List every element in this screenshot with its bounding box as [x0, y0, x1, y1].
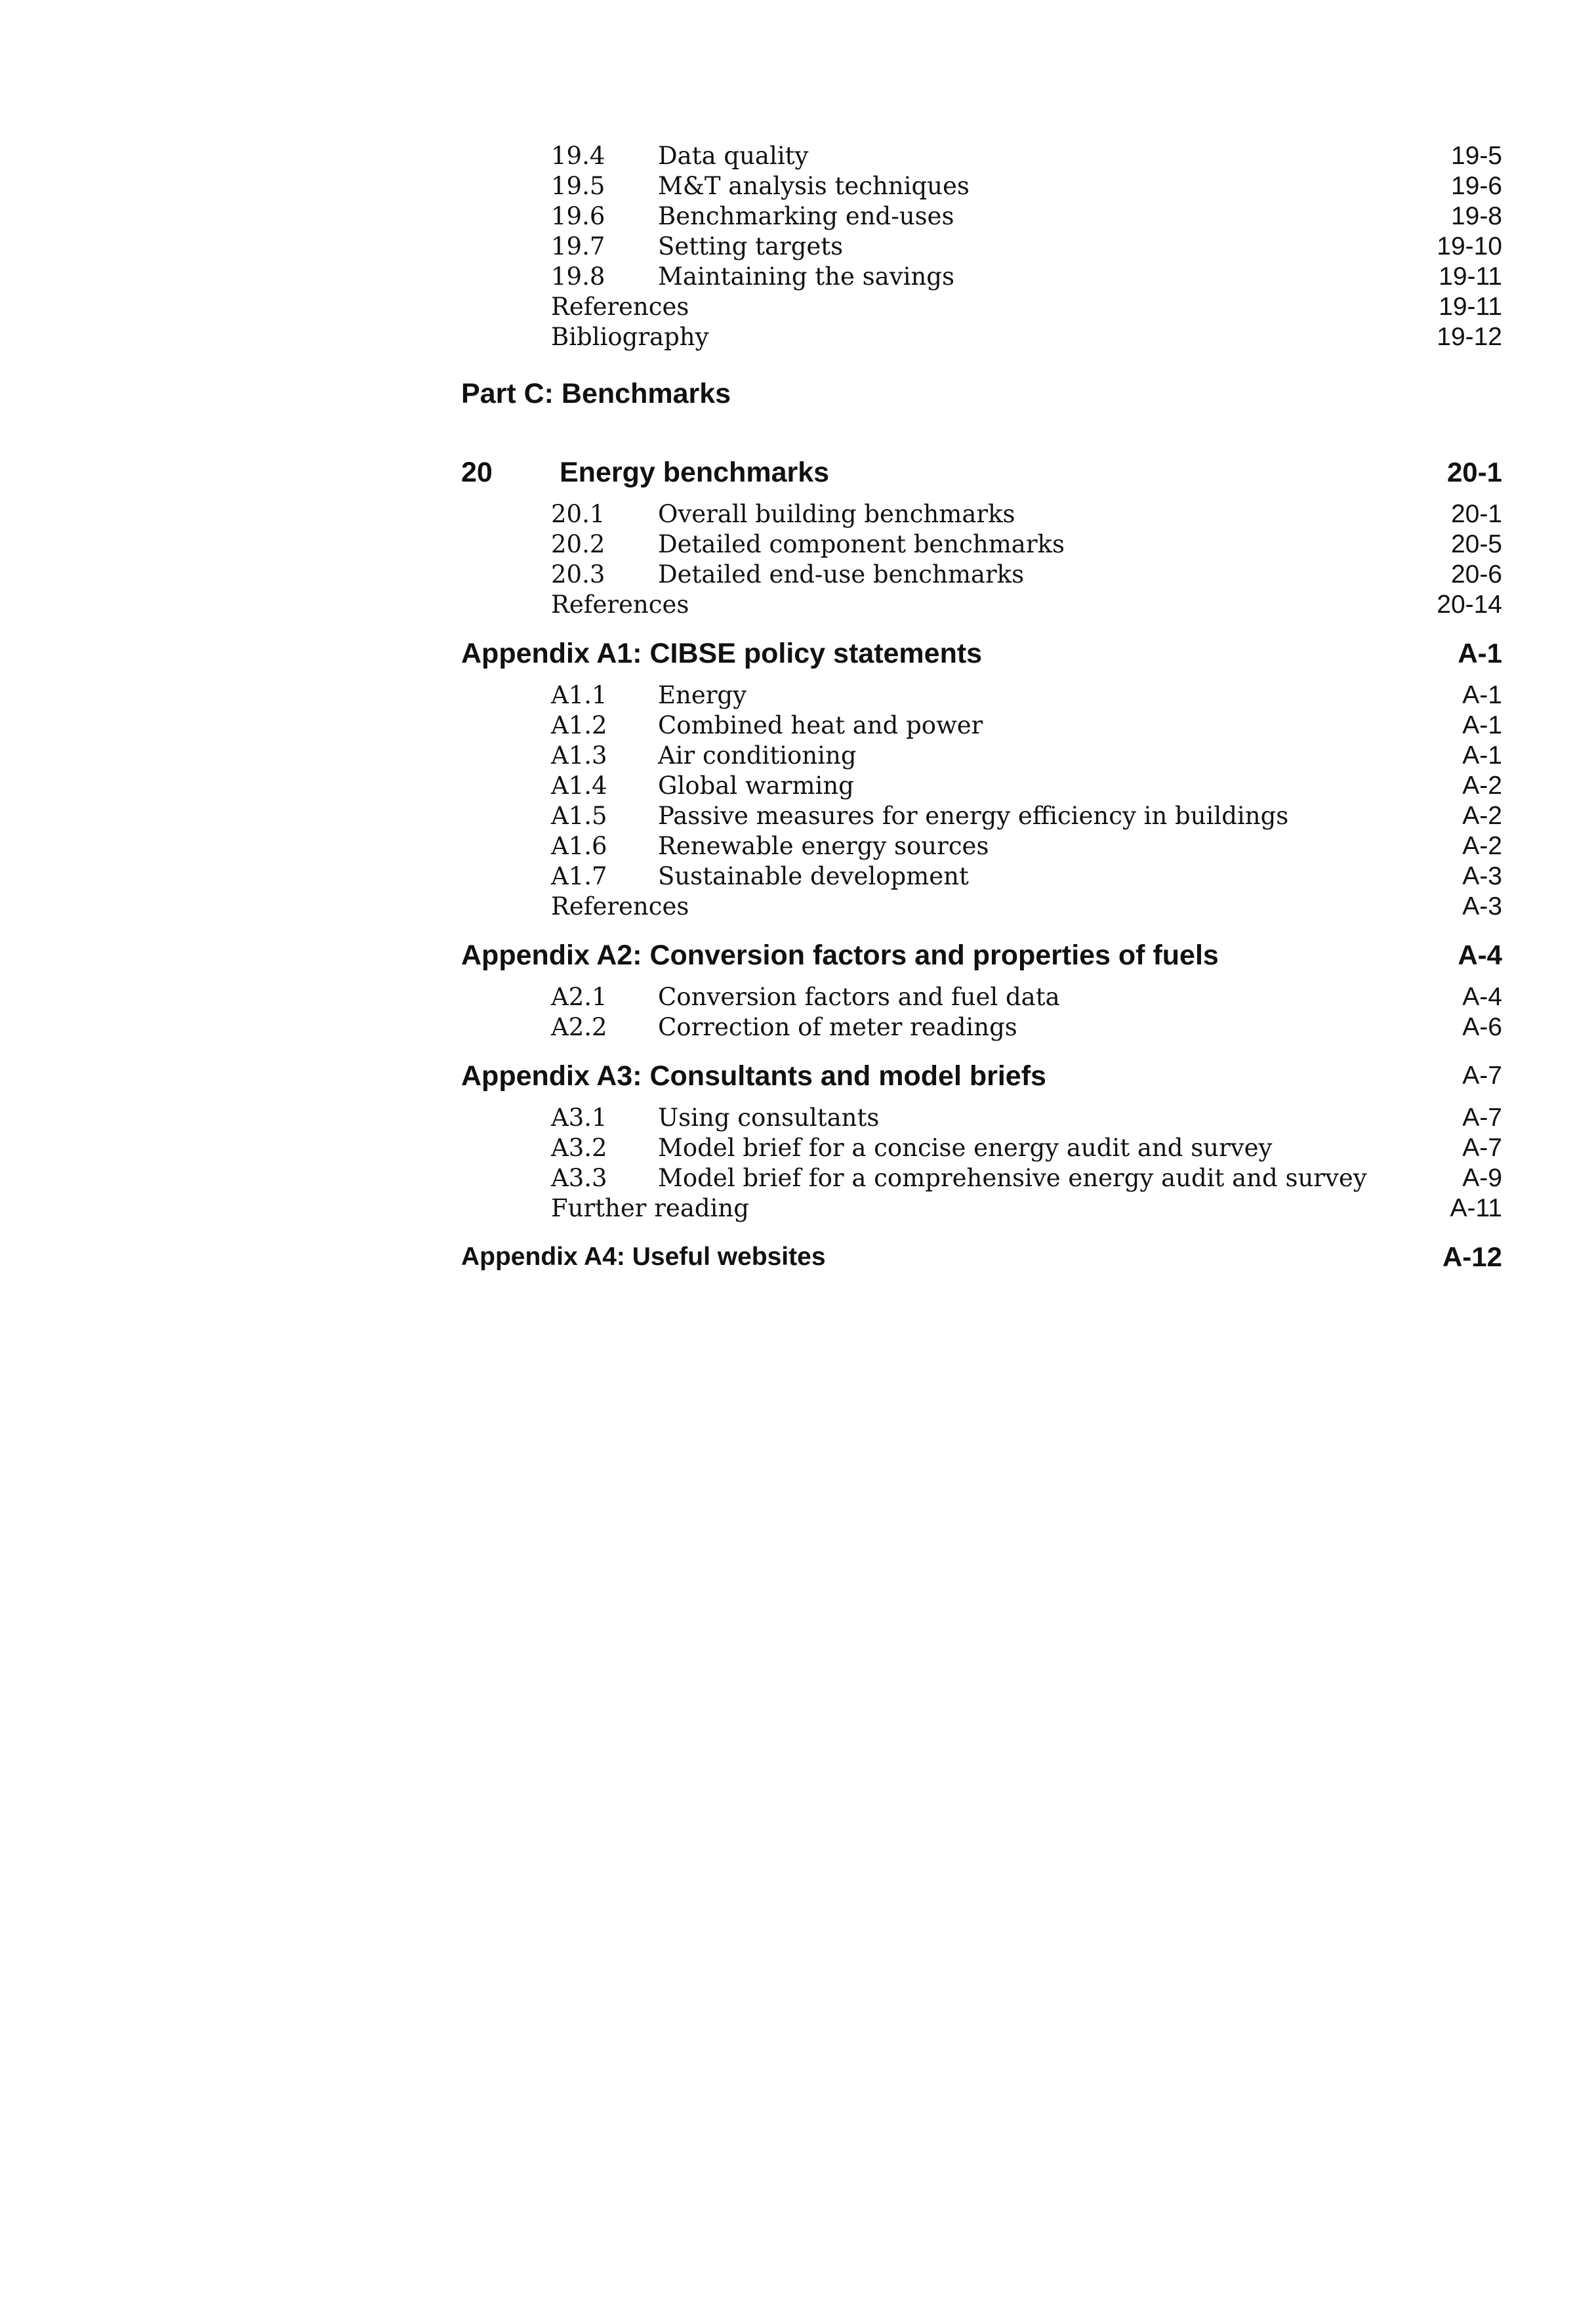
- entry-title: Model brief for a comprehensive energy audit and survey: [658, 1164, 1367, 1192]
- entry-page: A-1: [1462, 681, 1502, 709]
- entry-title: Combined heat and power: [658, 711, 983, 739]
- entry-number: 20.1: [551, 500, 605, 528]
- toc-entry[interactable]: [461, 1103, 1502, 1133]
- entry-title: Data quality: [658, 142, 809, 170]
- toc-entry[interactable]: [461, 861, 1502, 892]
- spacer: [461, 352, 1502, 375]
- chapter-number: 20: [461, 457, 493, 488]
- toc-entry[interactable]: [461, 529, 1502, 560]
- toc-entry[interactable]: [461, 141, 1502, 171]
- entry-title: Further reading: [551, 1194, 749, 1222]
- toc-entry[interactable]: [461, 232, 1502, 262]
- toc-entry[interactable]: [461, 982, 1502, 1012]
- entry-title: Benchmarking end-uses: [658, 202, 954, 230]
- entry-page: A-7: [1462, 1134, 1502, 1162]
- appendix-page: A-1: [1458, 638, 1502, 669]
- entry-page: 19-12: [1437, 323, 1502, 351]
- entry-title: References: [551, 590, 689, 619]
- entry-title: Passive measures for energy efficiency in buildings: [658, 802, 1289, 830]
- entry-page: 19-5: [1450, 142, 1502, 170]
- appendix-page: A-4: [1458, 940, 1502, 970]
- entry-title: References: [551, 293, 689, 321]
- entry-title: Setting targets: [658, 232, 844, 260]
- appendix-title: Appendix A1: CIBSE policy statements: [461, 638, 983, 669]
- toc-entry-references[interactable]: [461, 590, 1502, 620]
- appendix-title: Appendix A3: Consultants and model briefs: [461, 1060, 1046, 1092]
- entry-title: Detailed component benchmarks: [658, 530, 1065, 558]
- appendix-page: A-12: [1442, 1241, 1502, 1272]
- toc-entry[interactable]: [461, 262, 1502, 292]
- entry-number: A2.1: [551, 983, 607, 1011]
- spacer: [461, 1043, 1502, 1057]
- entry-number: A1.1: [551, 681, 607, 709]
- entry-page: A-1: [1462, 741, 1502, 770]
- entry-number: A1.4: [551, 772, 607, 800]
- entry-page: 20-6: [1450, 560, 1502, 589]
- entry-page: A-7: [1462, 1104, 1502, 1132]
- entry-page: 19-11: [1439, 293, 1502, 321]
- toc-entry-bibliography[interactable]: [461, 322, 1502, 352]
- entry-number: A3.1: [551, 1104, 607, 1132]
- entry-page: A-1: [1462, 711, 1502, 739]
- entry-title: Global warming: [658, 772, 854, 800]
- appendix-heading[interactable]: [461, 634, 1502, 673]
- entry-number: 19.8: [551, 262, 605, 291]
- toc-entry[interactable]: [461, 171, 1502, 201]
- entry-title: Air conditioning: [658, 741, 857, 770]
- entry-page: 19-6: [1450, 172, 1502, 200]
- spacer: [461, 491, 1502, 499]
- entry-page: A-3: [1462, 862, 1502, 890]
- toc-entry-references[interactable]: [461, 892, 1502, 922]
- entry-number: A1.7: [551, 862, 607, 890]
- entry-number: 19.6: [551, 202, 605, 230]
- toc-entry-references[interactable]: [461, 292, 1502, 322]
- chapter-title: Energy benchmarks: [560, 457, 830, 488]
- spacer: [461, 1095, 1502, 1103]
- entry-number: 20.2: [551, 530, 605, 558]
- entry-page: A-3: [1462, 892, 1502, 921]
- entry-title: Correction of meter readings: [658, 1013, 1017, 1041]
- entry-page: 20-14: [1437, 590, 1502, 619]
- entry-number: 20.3: [551, 560, 605, 589]
- entry-page: 20-5: [1450, 530, 1502, 558]
- entry-title: Renewable energy sources: [658, 832, 989, 860]
- appendix-title: Appendix A4: Useful websites: [461, 1243, 826, 1271]
- entry-title: Overall building benchmarks: [658, 500, 1015, 528]
- entry-page: A-2: [1462, 772, 1502, 800]
- spacer: [461, 922, 1502, 936]
- entry-title: Sustainable development: [658, 862, 969, 890]
- entry-number: A3.3: [551, 1164, 607, 1192]
- entry-page: A-9: [1462, 1164, 1502, 1192]
- entry-number: A3.2: [551, 1134, 607, 1162]
- entry-title: Maintaining the savings: [658, 262, 954, 291]
- toc-entry[interactable]: [461, 499, 1502, 529]
- toc-entry[interactable]: [461, 801, 1502, 831]
- entry-title: Model brief for a concise energy audit and survey: [658, 1134, 1273, 1162]
- toc-entry[interactable]: [461, 1012, 1502, 1043]
- toc-entry[interactable]: [461, 560, 1502, 590]
- entry-page: A-11: [1450, 1194, 1502, 1222]
- entry-title: Conversion factors and fuel data: [658, 983, 1060, 1011]
- toc-entry[interactable]: [461, 831, 1502, 861]
- entry-page: A-2: [1462, 802, 1502, 830]
- part-title: Part C: Benchmarks: [461, 378, 731, 409]
- entry-number: 19.5: [551, 172, 605, 200]
- entry-page: 19-11: [1439, 262, 1502, 291]
- entry-number: A1.6: [551, 832, 607, 860]
- appendix-heading[interactable]: [461, 936, 1502, 974]
- toc-entry[interactable]: [461, 1133, 1502, 1163]
- entry-number: A2.2: [551, 1013, 607, 1041]
- toc-entry[interactable]: [461, 680, 1502, 711]
- entry-number: 19.7: [551, 232, 605, 260]
- toc-entry[interactable]: [461, 1163, 1502, 1193]
- appendix-page: A-7: [1462, 1062, 1502, 1090]
- spacer: [461, 413, 1502, 453]
- chapter-page: 20-1: [1446, 457, 1502, 487]
- toc-entry[interactable]: [461, 711, 1502, 741]
- toc-entry[interactable]: [461, 771, 1502, 801]
- appendix-title: Appendix A2: Conversion factors and properties of fuels: [461, 940, 1219, 971]
- chapter-heading[interactable]: [461, 453, 1502, 491]
- spacer: [461, 620, 1502, 634]
- entry-page: A-6: [1462, 1013, 1502, 1041]
- entry-title: Energy: [658, 681, 747, 709]
- appendix-heading[interactable]: [461, 1057, 1502, 1095]
- entry-page: A-4: [1462, 983, 1502, 1011]
- entry-title: M&T analysis techniques: [658, 172, 970, 200]
- entry-title: Using consultants: [658, 1104, 880, 1132]
- spacer: [461, 974, 1502, 982]
- table-of-contents: [461, 141, 1502, 1276]
- appendix-heading[interactable]: [461, 1238, 1502, 1276]
- spacer: [461, 1224, 1502, 1238]
- entry-title: References: [551, 892, 689, 921]
- entry-page: 19-8: [1450, 202, 1502, 230]
- spacer: [461, 673, 1502, 680]
- entry-number: A1.3: [551, 741, 607, 770]
- toc-entry[interactable]: [461, 741, 1502, 771]
- entry-number: 19.4: [551, 142, 605, 170]
- entry-page: A-2: [1462, 832, 1502, 860]
- entry-page: 20-1: [1450, 500, 1502, 528]
- entry-title: Bibliography: [551, 323, 709, 351]
- entry-page: 19-10: [1437, 232, 1502, 260]
- toc-entry[interactable]: [461, 201, 1502, 232]
- part-heading[interactable]: [461, 375, 1502, 413]
- entry-number: A1.2: [551, 711, 607, 739]
- toc-entry-further-reading[interactable]: [461, 1193, 1502, 1224]
- entry-title: Detailed end-use benchmarks: [658, 560, 1025, 589]
- entry-number: A1.5: [551, 802, 607, 830]
